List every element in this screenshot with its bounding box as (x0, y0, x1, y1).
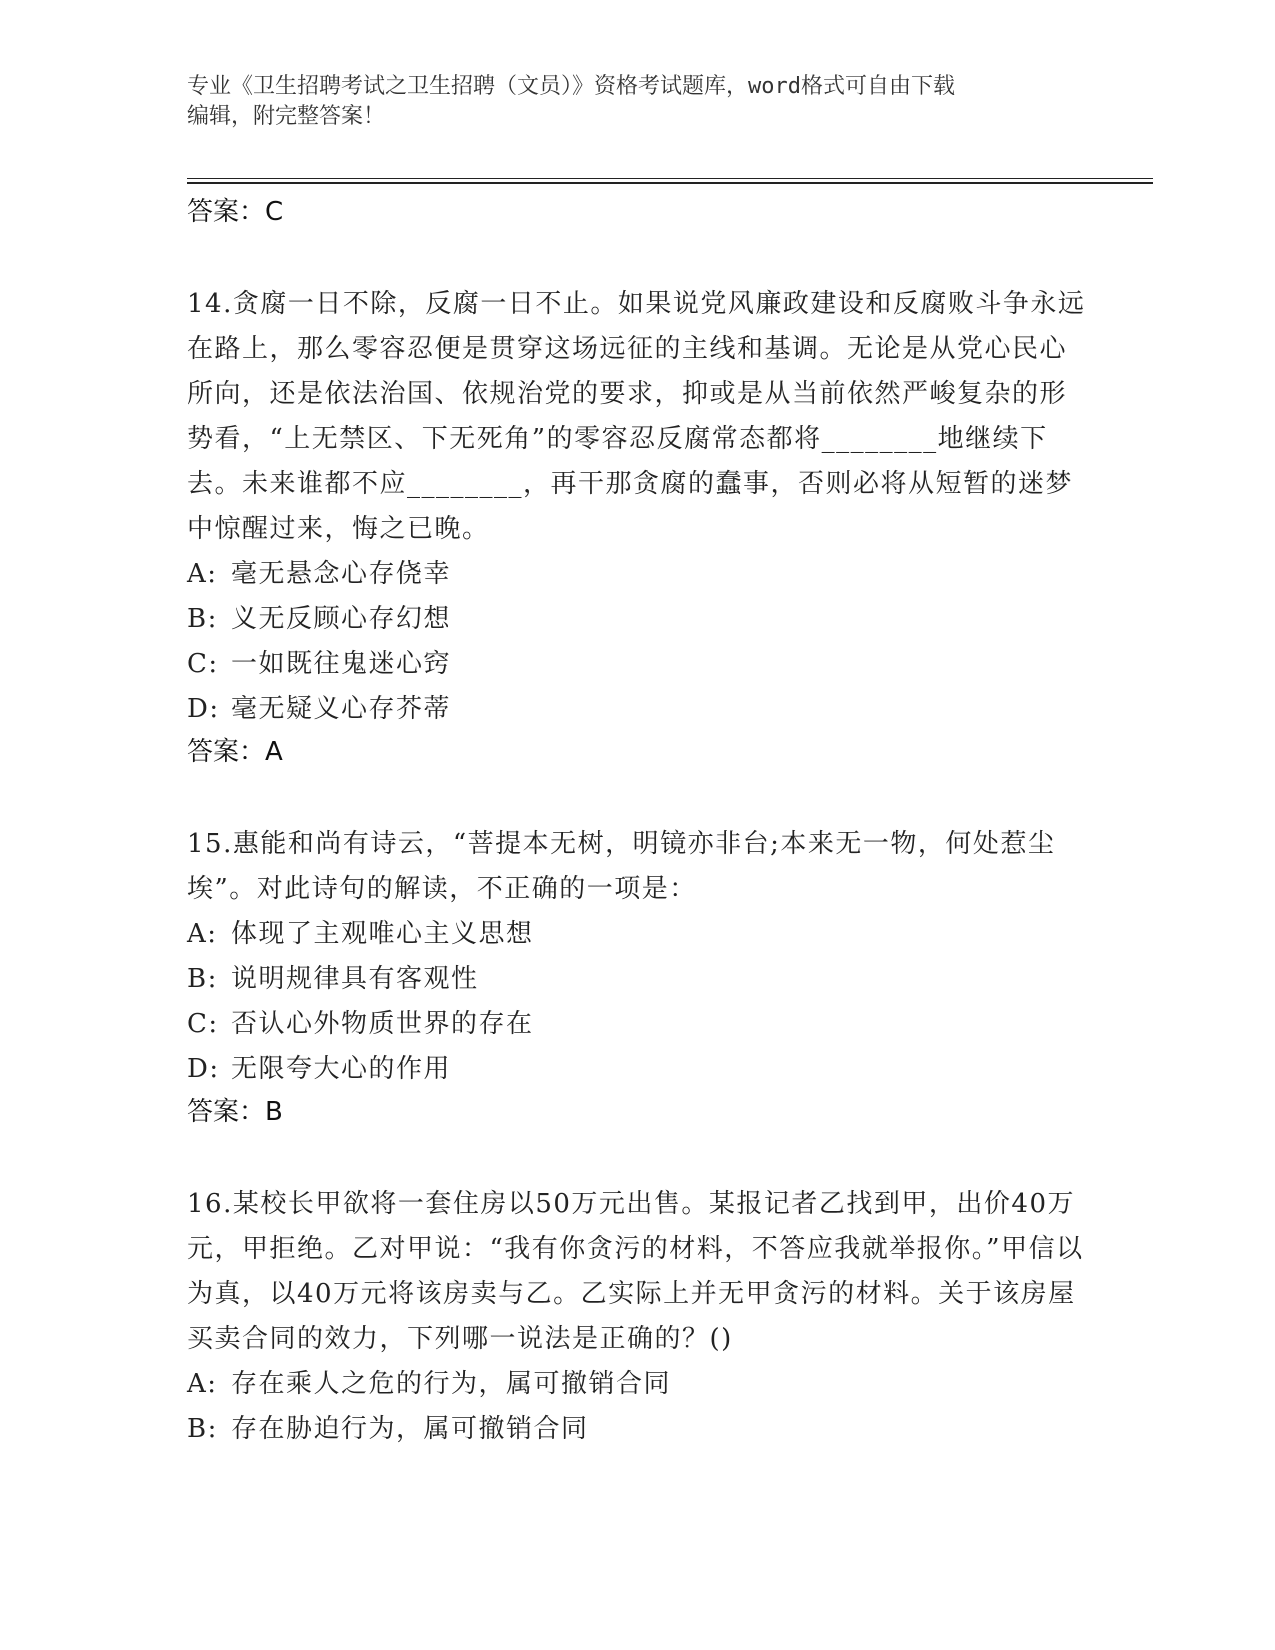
header-divider-thick (187, 182, 1153, 184)
option-b (187, 597, 1087, 642)
question-block (187, 822, 1087, 1132)
option-key: D: (187, 694, 220, 724)
option-text: 无限夸大心的作用 (231, 1054, 452, 1084)
option-a (187, 1362, 1087, 1407)
option-a (187, 912, 1087, 957)
option-key: A: (187, 1369, 218, 1399)
option-key: C: (187, 1009, 219, 1039)
option-b (187, 957, 1087, 1002)
question-block (187, 282, 1087, 772)
question-block (187, 1182, 1087, 1452)
option-c (187, 642, 1087, 687)
option-key: C: (187, 649, 219, 679)
header-line-1: 专业《卫生招聘考试之卫生招聘（文员）》资格考试题库，word格式可自由下载 (187, 74, 955, 99)
document-header (187, 72, 1087, 132)
option-key: A: (187, 919, 218, 949)
question-list (187, 192, 1087, 1452)
question-stem: 15.惠能和尚有诗云，“菩提本无树，明镜亦非台;本来无一物，何处惹尘埃”。对此诗句的解读，不正确的一项是： (187, 829, 1056, 904)
option-a (187, 552, 1087, 597)
option-key: B: (187, 1414, 218, 1444)
option-text: 存在胁迫行为，属可撤销合同 (231, 1414, 589, 1444)
answer-line: 答案：B (187, 1097, 283, 1127)
option-b (187, 1407, 1087, 1452)
option-text: 一如既往鬼迷心窍 (231, 649, 452, 679)
question-stem: 16.某校长甲欲将一套住房以50万元出售。某报记者乙找到甲，出价40万元，甲拒绝。乙对甲说：“我有你贪污的材料，不答应我就举报你。”甲信以为真，以40万元将该房卖与乙。乙实际上并无甲贪污的材料。关于该房屋买卖合同的效力，下列哪一说法是正确的？() (187, 1189, 1084, 1354)
option-text: 说明规律具有客观性 (231, 964, 479, 994)
option-key: A: (187, 559, 218, 589)
option-text: 存在乘人之危的行为，属可撤销合同 (231, 1369, 672, 1399)
option-text: 毫无疑义心存芥蒂 (231, 694, 452, 724)
option-text: 体现了主观唯心主义思想 (231, 919, 534, 949)
answer-line: 答案：A (187, 737, 283, 767)
option-text: 否认心外物质世界的存在 (231, 1009, 534, 1039)
option-text: 义无反顾心存幻想 (231, 604, 452, 634)
option-d (187, 1047, 1087, 1092)
answer-line: 答案：C (187, 197, 284, 227)
option-c (187, 1002, 1087, 1047)
question-stem: 14.贪腐一日不除，反腐一日不止。如果说党风廉政建设和反腐败斗争永远在路上，那么零容忍便是贯穿这场远征的主线和基调。无论是从党心民心所向，还是依法治国、依规治党的要求，抑或是从当前依然严峻复杂的形势看，“上无禁区、下无死角”的零容忍反腐常态都将________地继续下去。未来谁都不应________，再干那贪腐的蠢事，否则必将从短暂的迷梦中惊醒过来，悔之已晚。 (187, 289, 1086, 544)
header-divider (187, 178, 1153, 179)
option-key: B: (187, 964, 218, 994)
option-key: B: (187, 604, 218, 634)
option-text: 毫无悬念心存侥幸 (231, 559, 452, 589)
option-key: D: (187, 1054, 220, 1084)
header-line-2: 编辑，附完整答案！ (187, 104, 386, 129)
option-d (187, 687, 1087, 732)
